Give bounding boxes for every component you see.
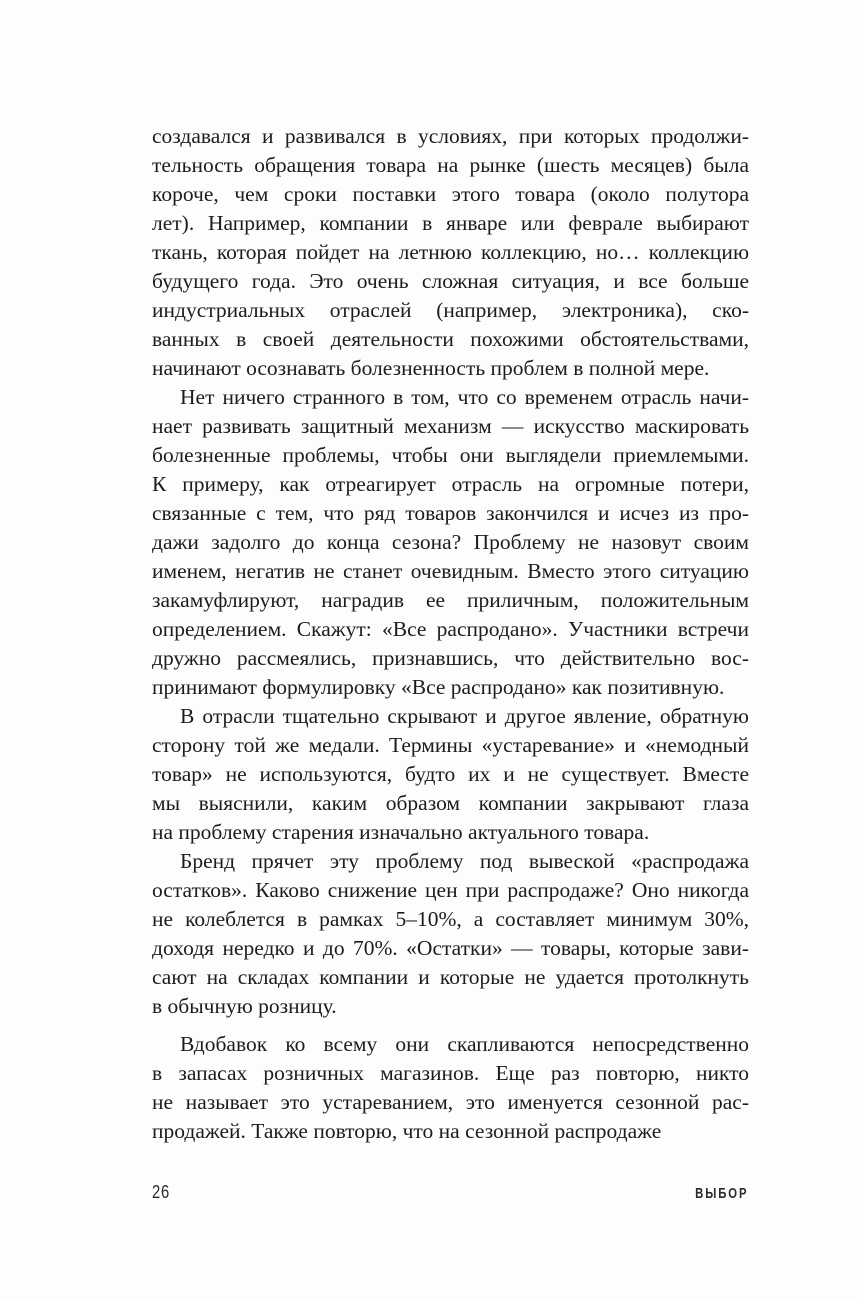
text-line: в запасах розничных магазинов. Еще раз повторю, никто	[152, 1061, 749, 1085]
text-line: тельность обращения товара на рынке (шесть месяцев) была	[152, 153, 749, 177]
text-line: закамуфлируют, наградив ее приличным, положительным	[152, 588, 749, 612]
text-line: нает развивать защитный механизм — искусство маскировать	[152, 414, 749, 438]
text-line: болезненные проблемы, чтобы они выглядели приемлемыми.	[152, 443, 749, 467]
text-line: дружно рассмеялись, признавшись, что действительно вос-	[152, 646, 749, 670]
text-line: мы выяснили, каким образом компании закрывают глаза	[152, 791, 749, 815]
text-line: дажи задолго до конца сезона? Проблему не назовут своим	[152, 530, 749, 554]
text-line: остатков». Каково снижение цен при распродаже? Оно никогда	[152, 878, 749, 902]
text-line: не колеблется в рамках 5–10%, а составляет минимум 30%,	[152, 907, 749, 931]
text-line: Нет ничего странного в том, что со временем отрасль начи-	[180, 385, 749, 409]
text-line: доходя нередко и до 70%. «Остатки» — товары, которые зави-	[152, 936, 749, 960]
page-text-block	[152, 122, 749, 1146]
text-line: начинают осознавать болезненность проблем в полной мере.	[152, 356, 710, 380]
text-line: на проблему старения изначально актуального товара.	[152, 820, 650, 844]
text-line: определением. Скажут: «Все распродано». Участники встречи	[152, 617, 749, 641]
text-line: лет). Например, компании в январе или феврале выбирают	[152, 211, 749, 235]
text-line: индустриальных отраслей (например, электроника), ско-	[152, 298, 749, 322]
running-head: ВЫБОР	[695, 1186, 749, 1202]
text-line: продажей. Также повторю, что на сезонной распродаже	[152, 1119, 662, 1143]
paragraph	[152, 847, 749, 1021]
page-number: 26	[152, 1182, 171, 1202]
text-line: короче, чем сроки поставки этого товара (около полутора	[152, 182, 749, 206]
text-line: связанные с тем, что ряд товаров закончился и исчез из про-	[152, 501, 749, 525]
text-line: Бренд прячет эту проблему под вывеской «распродажа	[180, 849, 749, 873]
text-line: товар» не используются, будто их и не существует. Вместе	[152, 762, 749, 786]
paragraph	[152, 1030, 749, 1146]
text-line: К примеру, как отреагирует отрасль на огромные потери,	[152, 472, 749, 496]
text-line: сают на складах компании и которые не удается протолкнуть	[152, 965, 749, 989]
paragraph	[152, 702, 749, 847]
page-footer	[152, 1182, 749, 1203]
text-line: именем, негатив не станет очевидным. Вместо этого ситуацию	[152, 559, 749, 583]
text-line: в обычную розницу.	[152, 994, 337, 1018]
text-line: В отрасли тщательно скрывают и другое явление, обратную	[180, 704, 749, 728]
text-line: Вдобавок ко всему они скапливаются непосредственно	[180, 1032, 749, 1056]
paragraph	[152, 383, 749, 702]
text-line: не называет это устареванием, это именуется сезонной рас-	[152, 1090, 749, 1114]
text-line: сторону той же медали. Термины «устаревание» и «немодный	[152, 733, 749, 757]
paragraph	[152, 122, 749, 383]
text-line: принимают формулировку «Все распродано» как позитивную.	[152, 675, 725, 699]
text-line: ткань, которая пойдет на летнюю коллекцию, но… коллекцию	[152, 240, 749, 264]
text-line: будущего года. Это очень сложная ситуация, и все больше	[152, 269, 749, 293]
text-line: создавался и развивался в условиях, при которых продолжи-	[152, 124, 749, 148]
text-line: ванных в своей деятельности похожими обстоятельствами,	[152, 327, 749, 351]
